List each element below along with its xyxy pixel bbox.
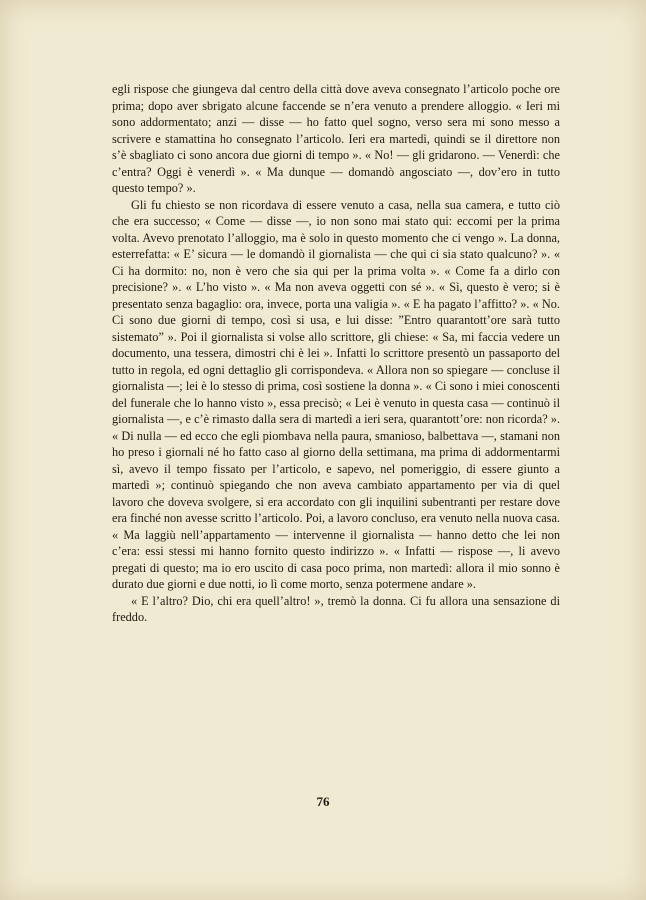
page-number: 76	[316, 794, 330, 809]
paragraph-1: egli rispose che giungeva dal centro della città dove aveva consegnato l’articolo poche ore prima; dopo aver sbrigato alcune faccende se n’era venuto a prendere alloggio. « Ieri mi sono addormentato; anzi — disse — ho fatto quel sogno, verso sera mi sono messo a scrivere e stamattina ho consegnato l’articolo. Ieri era martedì, quindi se il direttore non s’è sbagliato ci sono ancora due giorni di tempo ». « No! — gli gridarono. — Venerdì: che c’entra? Oggi è venerdì ». « Ma dunque — domandò angosciato —, dov’ero in tutto questo tempo? ».	[112, 82, 560, 195]
paragraph-3: « E l’altro? Dio, chi era quell’altro! », tremò la donna. Ci fu allora una sensazione di freddo.	[112, 593, 560, 624]
body-text	[112, 81, 560, 626]
paragraph-2: Gli fu chiesto se non ricordava di essere venuto a casa, nella sua camera, e tutto ciò che era successo; « Come — disse —, io non sono mai stato qui: eccomi per la prima volta. Avevo prenotato l’alloggio, ma è solo in questo momento che ci vengo ». La donna, esterrefatta: « E’ sicura — le domandò il giornalista — che qui ci sia stato qualcuno? ». « Ci ha dormito: no, non è vero che sia qui per la prima volta ». « Come fa a dirlo con precisione? ». « L’ho visto ». « Ma non aveva oggetti con sé ». « Sì, questo è vero; si è presentato senza bagaglio: ora, invece, porta una valigia ». « E ha pagato l’affitto? ». « No. Ci sono due giorni di tempo, così si usa, e lui disse: ”Entro quarantott’ore sarà tutto sistemato” ». Poi il giornalista si volse allo scrittore, gli chiese: « Sa, mi faccia vedere un documento, una tessera, dimostri chi è lei ». Infatti lo scrittore presentò un passaporto del tutto in regola, ed ogni dettaglio gli corrispondeva. « Allora non so spiegare — concluse il giornalista —; lei è lo stesso di prima, così sostiene la donna ». « Ci sono i miei conoscenti del funerale che lo hanno visto », essa precisò; « Lei è venuto in questa casa — continuò il giornalista —, e c’è rimasto dalla sera di martedì a ieri sera, quarantott’ore: non ricorda? ». « Di nulla — ed ecco che egli piombava nella paura, smanioso, balbettava —, stamani non ho preso i giornali né ho fatto caso al giorno della settimana, ma prima di addormentarmi sì, avevo il tempo fissato per l’articolo, e sapevo, nel pomeriggio, di essere giunto a martedì »; continuò spiegando che non aveva cambiato appartamento per via di quel lavoro che doveva svolgere, si era accordato con gli inquilini subentranti per restare dove era finché non avesse scritto l’articolo. Poi, a lavoro concluso, era venuto nella nuova casa. « Ma laggiù nell’appartamento — intervenne il giornalista — hanno detto che lei non c’era: essi stessi mi hanno fornito questo indirizzo ». « Infatti — rispose —, li avevo pregati di questo; ma io ero uscito di casa poco prima, non martedì: allora il mio sonno è durato due giorni e due notti, io lì come morto, senza potermene andare ».	[112, 197, 560, 591]
